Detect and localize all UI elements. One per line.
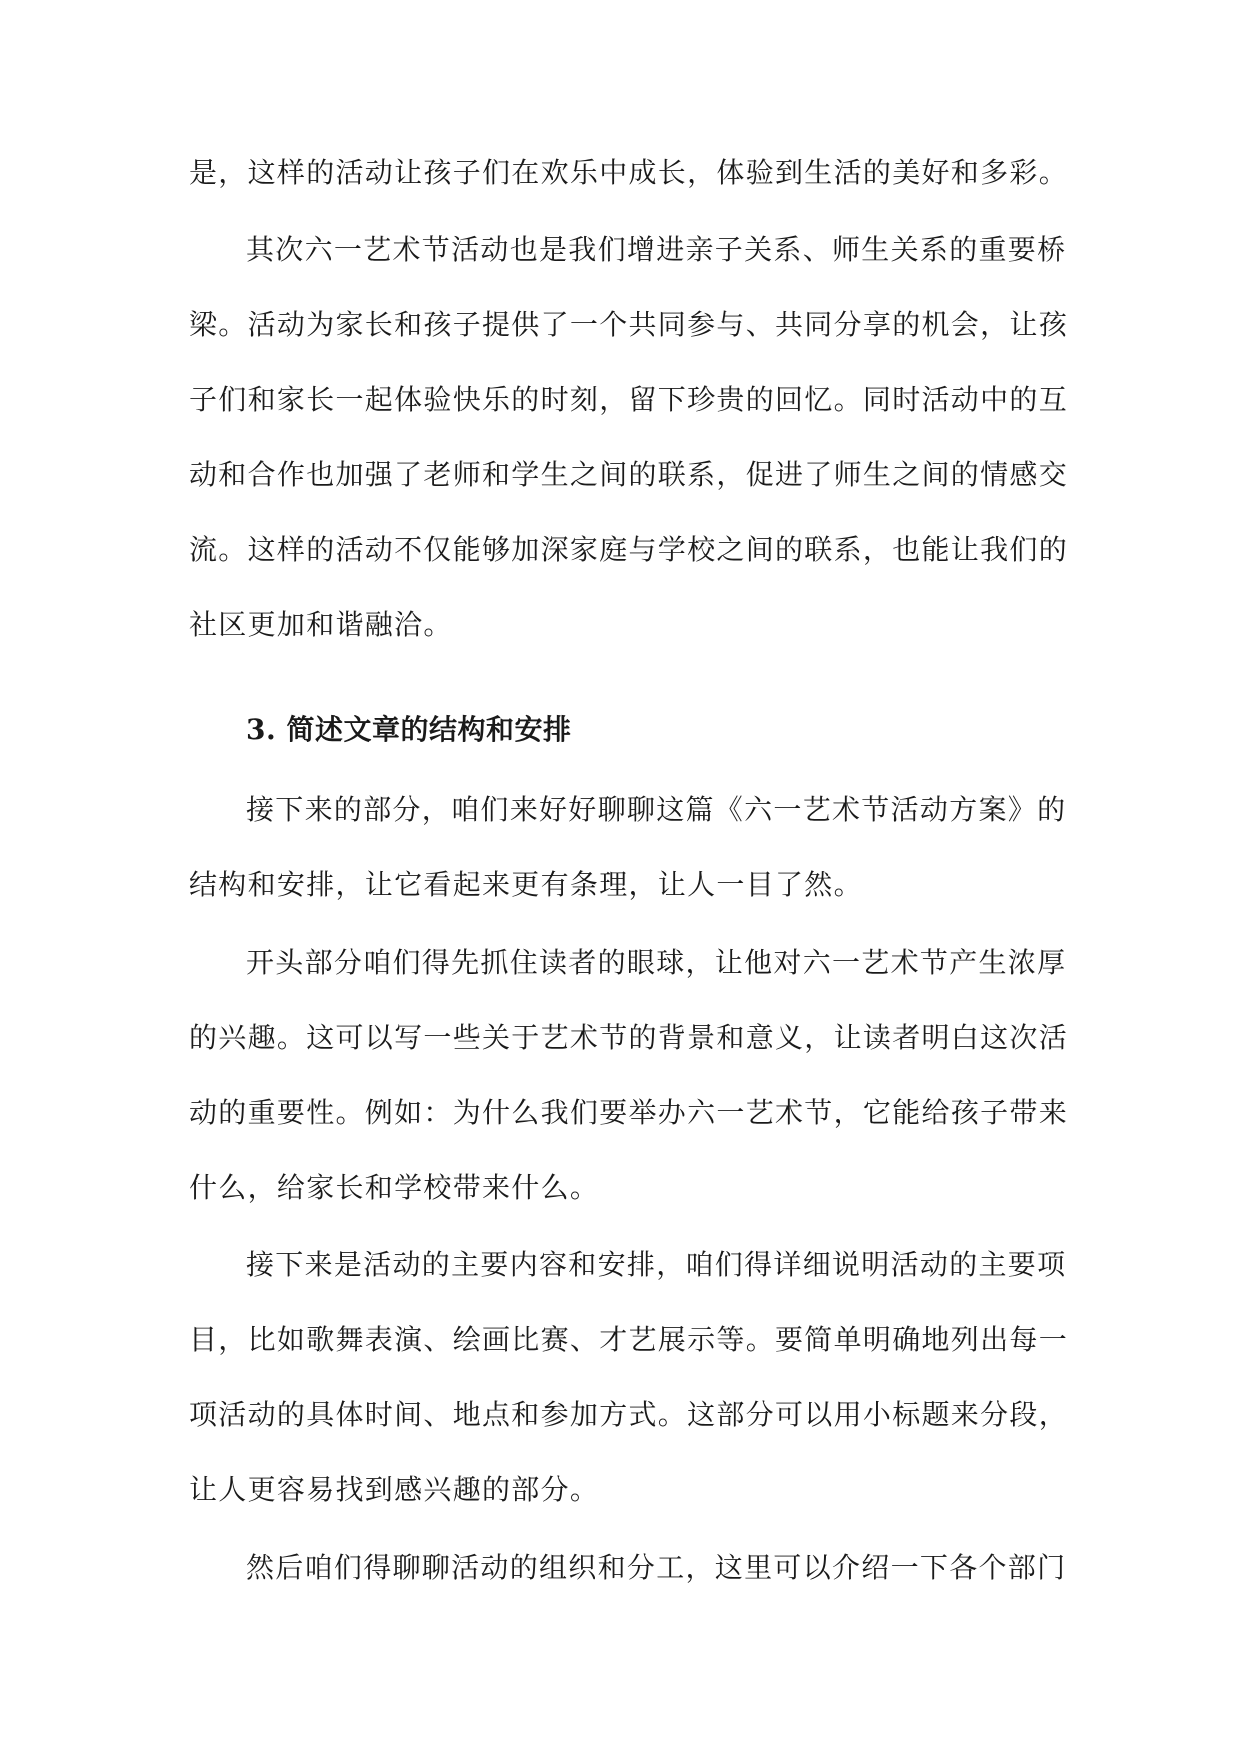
paragraph-line: 接下来的部分，咱们来好好聊聊这篇《六一艺术节活动方案》的 — [246, 793, 1067, 826]
paragraph-line: 梁。活动为家长和孩子提供了一个共同参与、共同分享的机会，让孩 — [189, 308, 1069, 341]
paragraph-line: 流。这样的活动不仅能够加深家庭与学校之间的联系，也能让我们的 — [189, 533, 1069, 566]
paragraph-line: 接下来是活动的主要内容和安排，咱们得详细说明活动的主要项 — [246, 1248, 1067, 1281]
section-heading: 3. 简述文章的结构和安排 — [246, 713, 572, 746]
paragraph-line: 什么，给家长和学校带来什么。 — [189, 1171, 600, 1204]
paragraph-line: 的兴趣。这可以写一些关于艺术节的背景和意义，让读者明白这次活 — [189, 1021, 1069, 1054]
paragraph-line: 让人更容易找到感兴趣的部分。 — [189, 1473, 600, 1506]
paragraph-line: 项活动的具体时间、地点和参加方式。这部分可以用小标题来分段， — [189, 1398, 1069, 1431]
paragraph-line: 动和合作也加强了老师和学生之间的联系，促进了师生之间的情感交 — [189, 458, 1069, 491]
paragraph-line: 其次六一艺术节活动也是我们增进亲子关系、师生关系的重要桥 — [246, 233, 1067, 266]
paragraph-line: 开头部分咱们得先抓住读者的眼球，让他对六一艺术节产生浓厚 — [246, 946, 1067, 979]
paragraph-line: 动的重要性。例如：为什么我们要举办六一艺术节，它能给孩子带来 — [189, 1096, 1069, 1129]
paragraph-line: 社区更加和谐融洽。 — [189, 608, 453, 641]
paragraph-line: 子们和家长一起体验快乐的时刻，留下珍贵的回忆。同时活动中的互 — [189, 383, 1069, 416]
paragraph-line: 目，比如歌舞表演、绘画比赛、才艺展示等。要简单明确地列出每一 — [189, 1323, 1069, 1356]
paragraph-line: 然后咱们得聊聊活动的组织和分工，这里可以介绍一下各个部门 — [246, 1551, 1067, 1584]
paragraph-line: 结构和安排，让它看起来更有条理，让人一目了然。 — [189, 868, 863, 901]
paragraph-line: 是，这样的活动让孩子们在欢乐中成长，体验到生活的美好和多彩。 — [189, 156, 1069, 189]
